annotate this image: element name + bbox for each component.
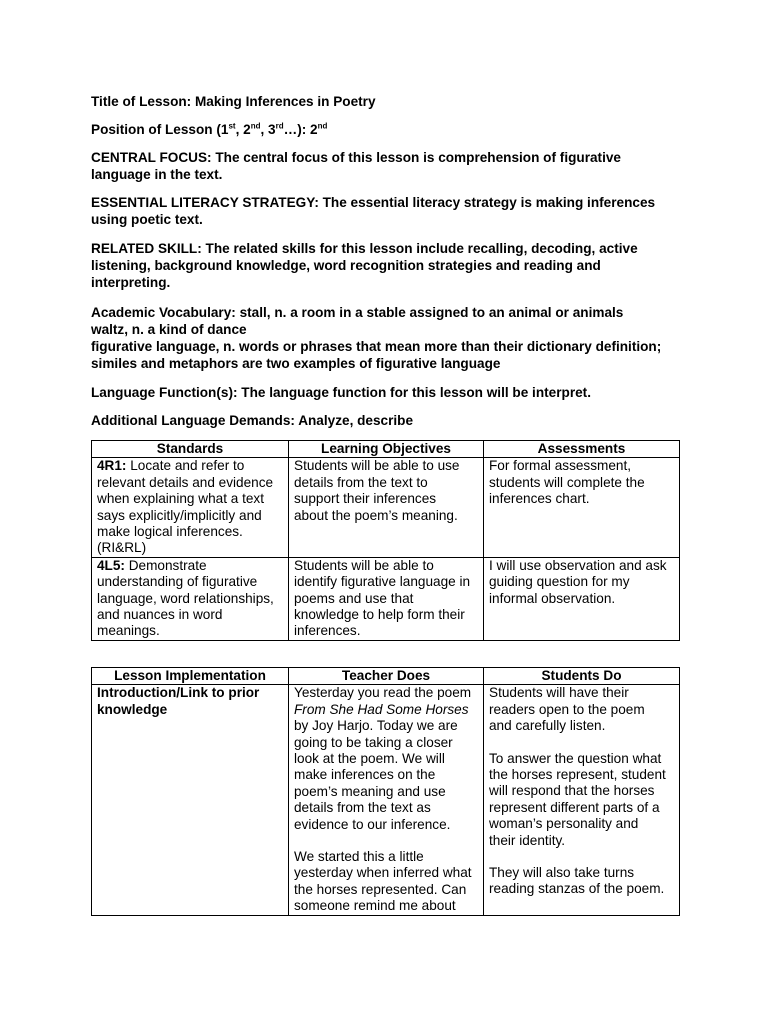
related-skill: RELATED SKILL: The related skills for this lesson include recalling, decoding, active listening, background knowledge, word recognition strategies and reading and interpreting.: [91, 241, 638, 290]
additional-language-demands: Additional Language Demands: Analyze, describe: [91, 413, 414, 428]
students-do-cell: Students will have their readers open to the poem and carefully listen. To answer the question what the horses represent, student will respond that the horses represent different parts of a woman’s personality and their identity. They will also take turns reading stanzas of the poem.: [484, 685, 680, 915]
central-focus: CENTRAL FOCUS: The central focus of this lesson is comprehension of figurative language in the text.: [91, 150, 621, 182]
academic-vocabulary: Academic Vocabulary: stall, n. a room in a stable assigned to an animal or animals waltz, n. a kind of dance figurative language, n. words or phrases that mean more than their dictionary definition; similes and metaphors are two examples of figurative language: [91, 305, 662, 371]
essential-literacy-strategy: ESSENTIAL LITERACY STRATEGY: The essential literacy strategy is making inferences using poetic text.: [91, 195, 656, 227]
lesson-title: Title of Lesson: Making Inferences in Poetry: [91, 94, 376, 109]
language-function: Language Function(s): The language function for this lesson will be interpret.: [91, 385, 591, 400]
implementation-table: [91, 667, 680, 916]
implementation-header-row: [92, 668, 680, 685]
table-row: [92, 685, 680, 915]
teacher-does-cell: Yesterday you read the poem From She Had Some Horses by Joy Harjo. Today we are going to be taking a closer look at the poem. We will make inferences on the poem’s meaning and use details from the text as evidence to our inference. We started this a little yesterday when inferred what the horses represented. Can someone remind me about: [289, 685, 484, 915]
standards-header-row: [92, 441, 680, 458]
lesson-position: Position of Lesson (1st, 2nd, 3rd…): 2nd: [91, 121, 328, 137]
standard-cell: 4L5: Demonstrate understanding of figurative language, word relationships, and nuances in word meanings.: [92, 557, 289, 640]
header-assessments: Assessments: [484, 441, 680, 458]
assessment-cell: I will use observation and ask guiding question for my informal observation.: [484, 557, 680, 640]
table-row: [92, 557, 680, 640]
implementation-step-cell: Introduction/Link to prior knowledge: [92, 685, 289, 915]
header-learning-objectives: Learning Objectives: [289, 441, 484, 458]
objective-cell: Students will be able to identify figurative language in poems and use that knowledge to help form their inferences.: [289, 557, 484, 640]
standard-cell: 4R1: Locate and refer to relevant details and evidence when explaining what a text says explicitly/implicitly and make logical inferences. (RI&RL): [92, 458, 289, 557]
header-lesson-implementation: Lesson Implementation: [92, 668, 289, 685]
header-teacher-does: Teacher Does: [289, 668, 484, 685]
objective-cell: Students will be able to use details from the text to support their inferences about the poem’s meaning.: [289, 458, 484, 557]
table-row: [92, 458, 680, 557]
standards-table: [91, 440, 680, 641]
poem-title: From She Had Some Horses: [294, 701, 469, 717]
header-students-do: Students Do: [484, 668, 680, 685]
header-standards: Standards: [92, 441, 289, 458]
assessment-cell: For formal assessment, students will complete the inferences chart.: [484, 458, 680, 557]
